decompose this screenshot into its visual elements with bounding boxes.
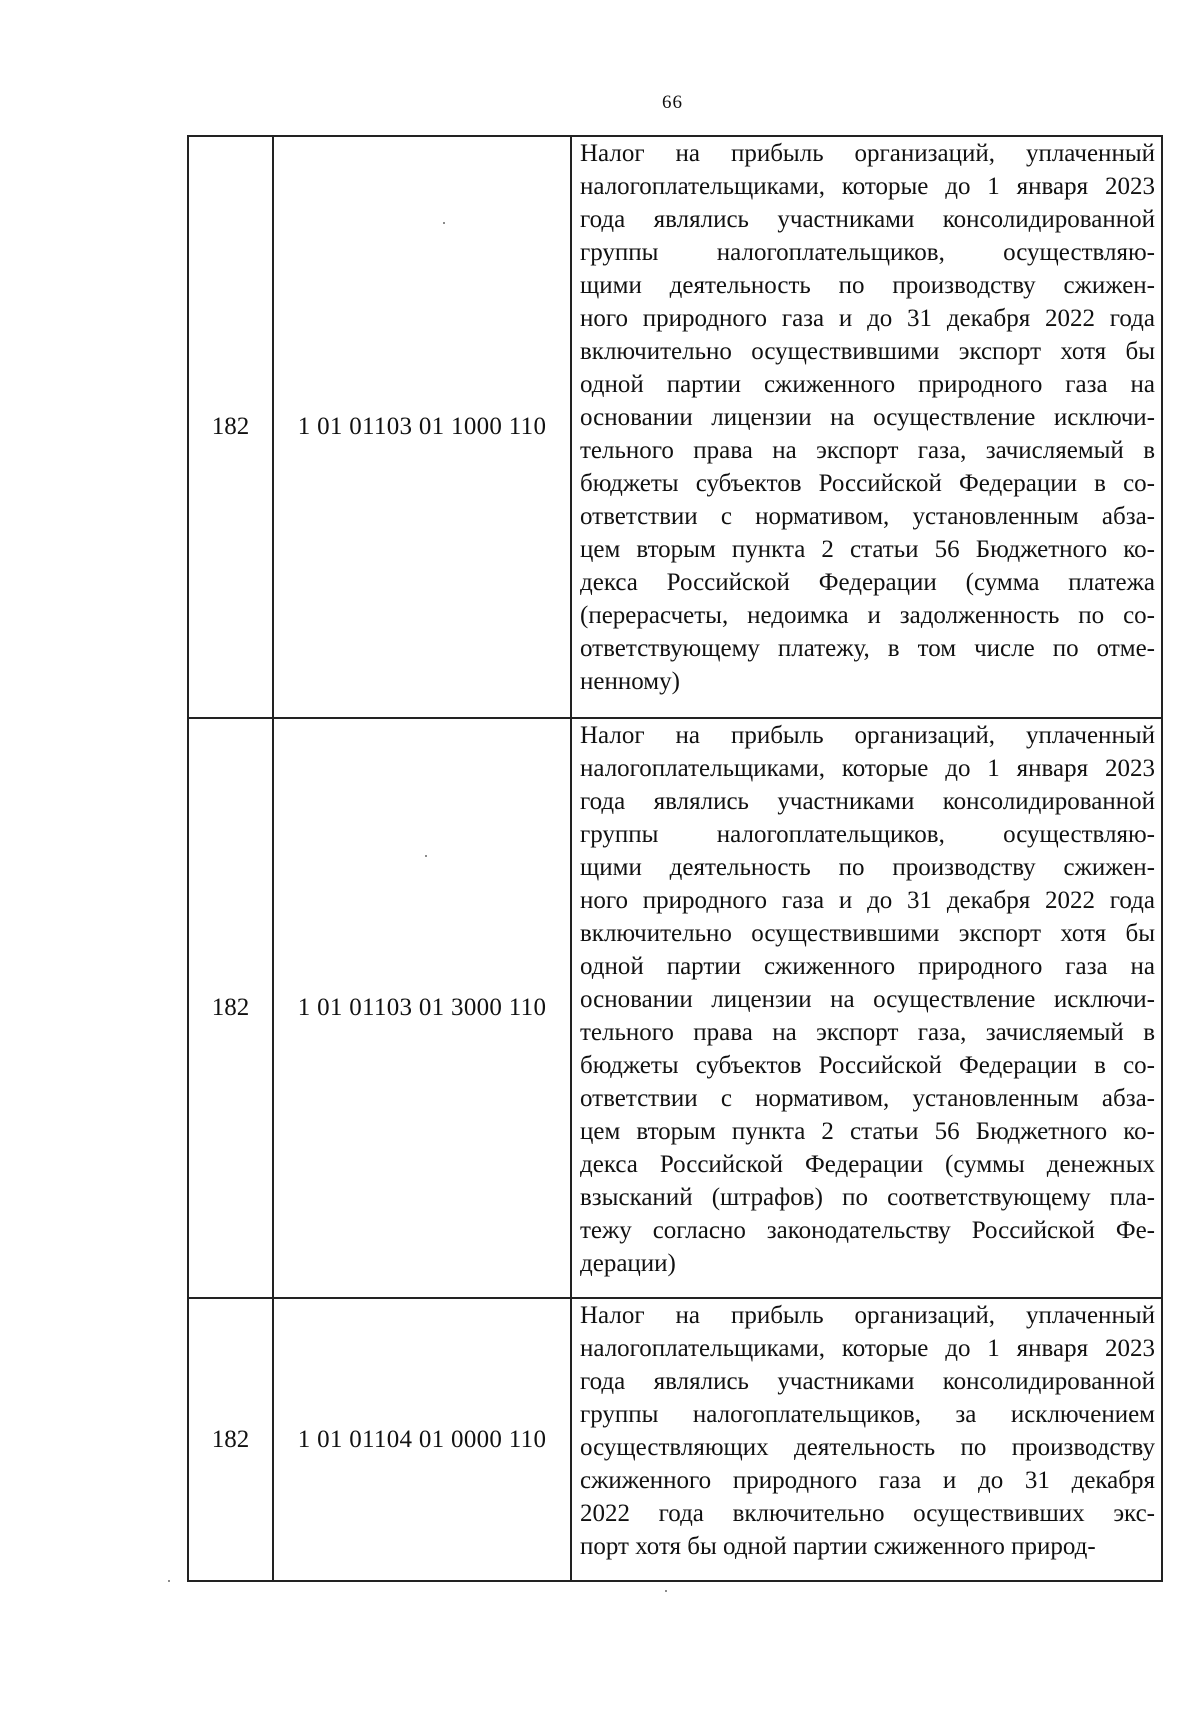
description-line: цем вторым пункта 2 статьи 56 Бюджетного ко- — [580, 1118, 1155, 1145]
description-line: группы налогоплательщиков, осуществляю- — [580, 821, 1155, 848]
description-line: бюджеты субъектов Российской Федерации в со- — [580, 1052, 1155, 1079]
description-line: Налог на прибыль организаций, уплаченный — [580, 140, 1155, 167]
description-line: группы налогоплательщиков, осуществляю- — [580, 239, 1155, 266]
description-line: (перерасчеты, недоимка и задолженность по со- — [580, 602, 1155, 629]
income-description-cell — [571, 136, 1162, 718]
description-line: ответствии с нормативом, установленным абза- — [580, 1085, 1155, 1112]
description-line: ного природного газа и до 31 декабря 2022 года — [580, 887, 1155, 914]
budget-classification-code-cell: 1 01 01103 01 1000 110 — [273, 136, 571, 718]
description-line: тельного права на экспорт газа, зачисляемый в — [580, 1019, 1155, 1046]
page-number: 66 — [662, 92, 683, 113]
description-line: бюджеты субъектов Российской Федерации в со- — [580, 470, 1155, 497]
description-line: группы налогоплательщиков, за исключением — [580, 1401, 1155, 1428]
description-line: ного природного газа и до 31 декабря 2022 года — [580, 305, 1155, 332]
budget-classification-code-cell: 1 01 01103 01 3000 110 — [273, 718, 571, 1298]
description-line: щими деятельность по производству сжижен- — [580, 854, 1155, 881]
description-line: года являлись участниками консолидированной — [580, 788, 1155, 815]
description-line: одной партии сжиженного природного газа на — [580, 371, 1155, 398]
description-line: налогоплательщиками, которые до 1 января 2023 — [580, 755, 1155, 782]
scan-speck — [665, 1590, 667, 1592]
description-line: включительно осуществившими экспорт хотя бы — [580, 338, 1155, 365]
scan-speck — [168, 1580, 170, 1582]
description-line: основании лицензии на осуществление исключи- — [580, 986, 1155, 1013]
description-line: года являлись участниками консолидированной — [580, 1368, 1155, 1395]
budget-classification-table — [187, 135, 1163, 1582]
description-line: сжиженного природного газа и до 31 декабря — [580, 1467, 1155, 1494]
description-line: тельного права на экспорт газа, зачисляемый в — [580, 437, 1155, 464]
description-line: налогоплательщиками, которые до 1 января 2023 — [580, 1335, 1155, 1362]
table-row — [188, 718, 1162, 1298]
description-line: порт хотя бы одной партии сжиженного природ- — [580, 1533, 1096, 1560]
table-row — [188, 136, 1162, 718]
income-description-cell — [571, 1298, 1162, 1581]
description-line: ответствующему платежу, в том числе по отме- — [580, 635, 1155, 662]
description-line: одной партии сжиженного природного газа на — [580, 953, 1155, 980]
description-line: ответствии с нормативом, установленным абза- — [580, 503, 1155, 530]
description-line: включительно осуществившими экспорт хотя бы — [580, 920, 1155, 947]
administrator-code-cell: 182 — [188, 136, 273, 718]
income-description-cell — [571, 718, 1162, 1298]
description-line: тежу согласно законодательству Российской Фе- — [580, 1217, 1155, 1244]
description-line: года являлись участниками консолидированной — [580, 206, 1155, 233]
table-row — [188, 1298, 1162, 1581]
description-line: цем вторым пункта 2 статьи 56 Бюджетного ко- — [580, 536, 1155, 563]
description-line: ненному) — [580, 668, 680, 695]
description-line: дерации) — [580, 1250, 676, 1277]
description-line: декса Российской Федерации (суммы денежных — [580, 1151, 1155, 1178]
description-line: 2022 года включительно осуществивших экс- — [580, 1500, 1155, 1527]
description-line: щими деятельность по производству сжижен- — [580, 272, 1155, 299]
description-line: Налог на прибыль организаций, уплаченный — [580, 1302, 1155, 1329]
administrator-code-cell: 182 — [188, 718, 273, 1298]
description-line: Налог на прибыль организаций, уплаченный — [580, 722, 1155, 749]
description-line: осуществляющих деятельность по производству — [580, 1434, 1155, 1461]
description-line: налогоплательщиками, которые до 1 января 2023 — [580, 173, 1155, 200]
description-line: взысканий (штрафов) по соответствующему пла- — [580, 1184, 1155, 1211]
description-line: основании лицензии на осуществление исключи- — [580, 404, 1155, 431]
description-line: декса Российской Федерации (сумма платежа — [580, 569, 1155, 596]
administrator-code-cell: 182 — [188, 1298, 273, 1581]
budget-classification-code-cell: 1 01 01104 01 0000 110 — [273, 1298, 571, 1581]
